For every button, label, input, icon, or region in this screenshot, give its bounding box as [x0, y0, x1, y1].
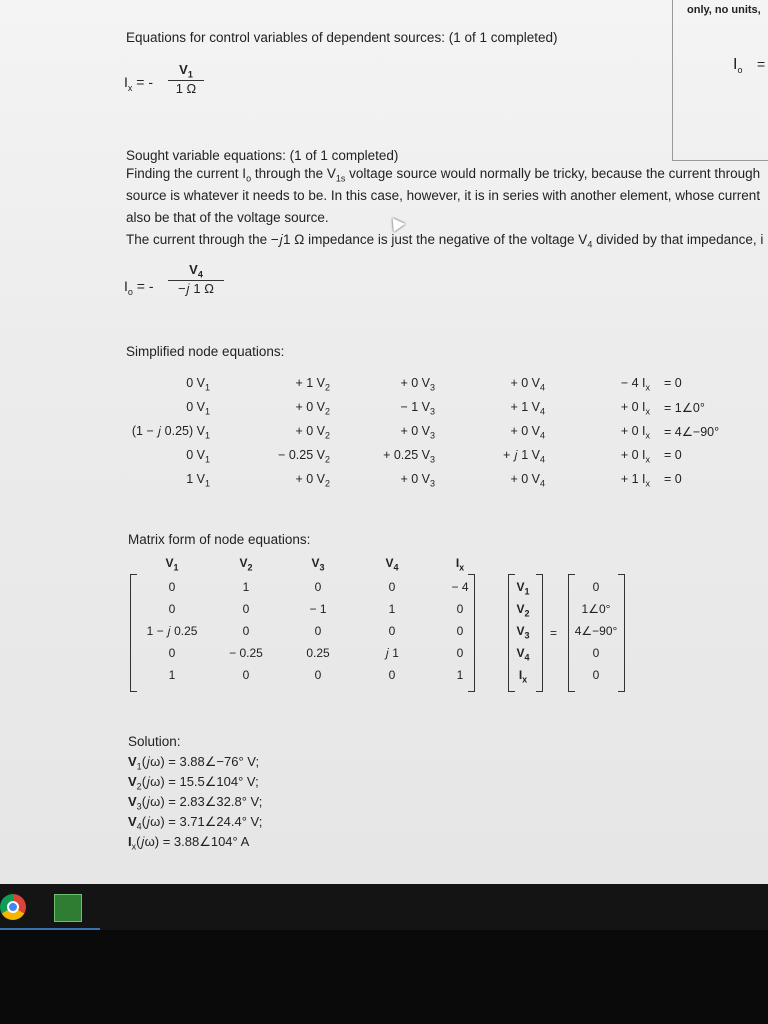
- node-eq-term: + 0 $I_x$: [620, 400, 650, 417]
- solution-line: $V_2(𝑗\omega)$ = 15.5∠104° V;: [128, 774, 259, 792]
- node-eq-term: + 0 $V_4$: [510, 376, 545, 393]
- node-eq-term: 0 $V_1$: [186, 448, 210, 465]
- matrix-cell: 0: [242, 624, 250, 638]
- control-lhs: $I_x$ = -: [124, 74, 154, 93]
- matrix-cell: 1 − 𝑗 0.25: [146, 624, 198, 638]
- matrix-left-bracket: [130, 574, 137, 692]
- sought-line-4: The current through the −𝑗1 Ω impedance is just the negative of the voltage $V_4$ divided by that impedance, i: [126, 232, 764, 250]
- node-eq-term: + 1 $I_x$: [620, 472, 650, 489]
- rhs-cell: 1∠0°: [581, 602, 611, 616]
- mouse-cursor-icon: [387, 214, 405, 232]
- matrix-header: $I_x$: [455, 556, 465, 573]
- node-eq-rhs: = 0: [664, 472, 682, 486]
- node-eq-rhs: = 0: [664, 376, 682, 390]
- node-eq-term: (1 − 𝑗 0.25) $V_1$: [131, 424, 210, 441]
- node-eq-rhs: = 0: [664, 448, 682, 462]
- node-eq-term: 0 $V_1$: [186, 400, 210, 417]
- matrix-cell: 0: [168, 580, 176, 594]
- solution-line: $V_4(𝑗\omega)$ = 3.71∠24.4° V;: [128, 814, 263, 832]
- matrix-cell: − 1: [309, 602, 327, 616]
- rhs-cell: 0: [592, 646, 600, 660]
- matrix-cell: 1: [456, 668, 464, 682]
- node-eq-term: − 0.25 $V_2$: [278, 448, 330, 465]
- node-eq-rhs: = 4∠−90°: [664, 425, 720, 439]
- node-eq-term: + 0 $I_x$: [620, 448, 650, 465]
- matrix-header: $V_4$: [385, 556, 399, 573]
- vector-cell: $V_3$: [516, 624, 530, 641]
- matrix-cell: 0: [314, 668, 322, 682]
- node-eq-term: + 1 $V_4$: [510, 400, 545, 417]
- node-eq-term: + 0 $V_2$: [295, 400, 330, 417]
- matrix-header: $V_3$: [311, 556, 325, 573]
- node-eq-term: − 1 $V_3$: [400, 400, 435, 417]
- taskbar-active-indicator: [0, 928, 100, 930]
- matrix-cell: 0.25: [306, 646, 330, 660]
- rhs-cell: 4∠−90°: [574, 624, 618, 638]
- matrix-cell: 1: [242, 580, 250, 594]
- matrix-cell: 0: [388, 624, 396, 638]
- node-eq-term: 0 $V_1$: [186, 376, 210, 393]
- io-equals: =: [757, 56, 766, 72]
- matrix-cell: 0: [456, 602, 464, 616]
- node-eq-term: − 4 $I_x$: [620, 376, 650, 393]
- matrix-cell: 1: [388, 602, 396, 616]
- vector-cell: $V_1$: [516, 580, 530, 597]
- matrix-header: $V_1$: [165, 556, 179, 573]
- sought-denominator: −𝑗 1 Ω: [178, 280, 214, 296]
- control-heading: Equations for control variables of dependent sources: (1 of 1 completed): [126, 30, 558, 45]
- chrome-icon[interactable]: [0, 894, 26, 920]
- io-label: $I_o$: [733, 56, 743, 76]
- node-eq-term: + 0 $V_3$: [400, 472, 435, 489]
- sought-heading: Sought variable equations: (1 of 1 completed): [126, 148, 399, 163]
- node-eq-term: 1 $V_1$: [186, 472, 210, 489]
- matrix-heading: Matrix form of node equations:: [128, 532, 311, 547]
- sought-numerator: $V_4$: [168, 262, 224, 281]
- node-eq-heading: Simplified node equations:: [126, 344, 285, 359]
- vector-cell: $V_4$: [516, 646, 530, 663]
- node-eq-term: + 0 $V_2$: [295, 424, 330, 441]
- matrix-cell: 0: [168, 602, 176, 616]
- node-eq-rhs: = 1∠0°: [664, 401, 705, 415]
- sought-line-1: Finding the current $I_o$ through the $V_{1s}$ voltage source would normally be tricky, because the current through: [126, 166, 761, 184]
- rhs-cell: 0: [592, 580, 600, 594]
- matrix-equals: =: [550, 626, 558, 640]
- matrix-cell: 0: [388, 668, 396, 682]
- node-eq-term: + 0.25 $V_3$: [383, 448, 435, 465]
- sought-line-3: also be that of the voltage source.: [126, 210, 329, 225]
- sought-fraction: [168, 262, 224, 297]
- solution-line: $I_x(𝑗\omega)$ = 3.88∠104° A: [128, 834, 250, 852]
- app-icon[interactable]: [54, 894, 82, 922]
- matrix-cell: 0: [388, 580, 396, 594]
- matrix-cell: 0: [242, 668, 250, 682]
- matrix-header: $V_2$: [239, 556, 253, 573]
- matrix-cell: 0: [456, 624, 464, 638]
- matrix-cell: 𝑗 1: [385, 646, 399, 660]
- taskbar: [0, 884, 768, 930]
- matrix-cell: − 0.25: [229, 646, 263, 660]
- matrix-cell: 0: [242, 602, 250, 616]
- answer-note: only, no units,: [687, 4, 761, 16]
- node-eq-term: + 𝑗 1 $V_4$: [502, 448, 545, 465]
- vector-cell: $V_2$: [516, 602, 530, 619]
- control-denominator: 1 Ω: [175, 80, 197, 96]
- vector-cell: $I_x$: [518, 668, 528, 685]
- rhs-cell: 0: [592, 668, 600, 682]
- answer-panel: [672, 0, 768, 161]
- solution-heading: Solution:: [128, 734, 181, 749]
- sought-lhs: $I_o$ = -: [124, 278, 154, 297]
- matrix-cell: 0: [314, 580, 322, 594]
- node-eq-term: + 0 $V_4$: [510, 472, 545, 489]
- matrix-cell: 0: [168, 646, 176, 660]
- node-eq-term: + 0 $V_3$: [400, 424, 435, 441]
- matrix-cell: 0: [456, 646, 464, 660]
- control-fraction: [168, 62, 204, 96]
- matrix-cell: − 4: [451, 580, 469, 594]
- node-eq-term: + 0 $V_4$: [510, 424, 545, 441]
- node-eq-term: + 0 $V_2$: [295, 472, 330, 489]
- node-eq-term: + 0 $I_x$: [620, 424, 650, 441]
- sought-line-2: source is whatever it needs to be. In this case, however, it is in series with another element, whose current: [126, 188, 761, 203]
- node-eq-term: + 1 $V_2$: [295, 376, 330, 393]
- node-eq-term: + 0 $V_3$: [400, 376, 435, 393]
- solution-line: $V_1(𝑗\omega)$ = 3.88∠−76° V;: [128, 754, 260, 772]
- matrix-cell: 1: [168, 668, 176, 682]
- control-numerator: $V_1$: [168, 62, 204, 81]
- matrix-cell: 0: [314, 624, 322, 638]
- solution-line: $V_3(𝑗\omega)$ = 2.83∠32.8° V;: [128, 794, 263, 812]
